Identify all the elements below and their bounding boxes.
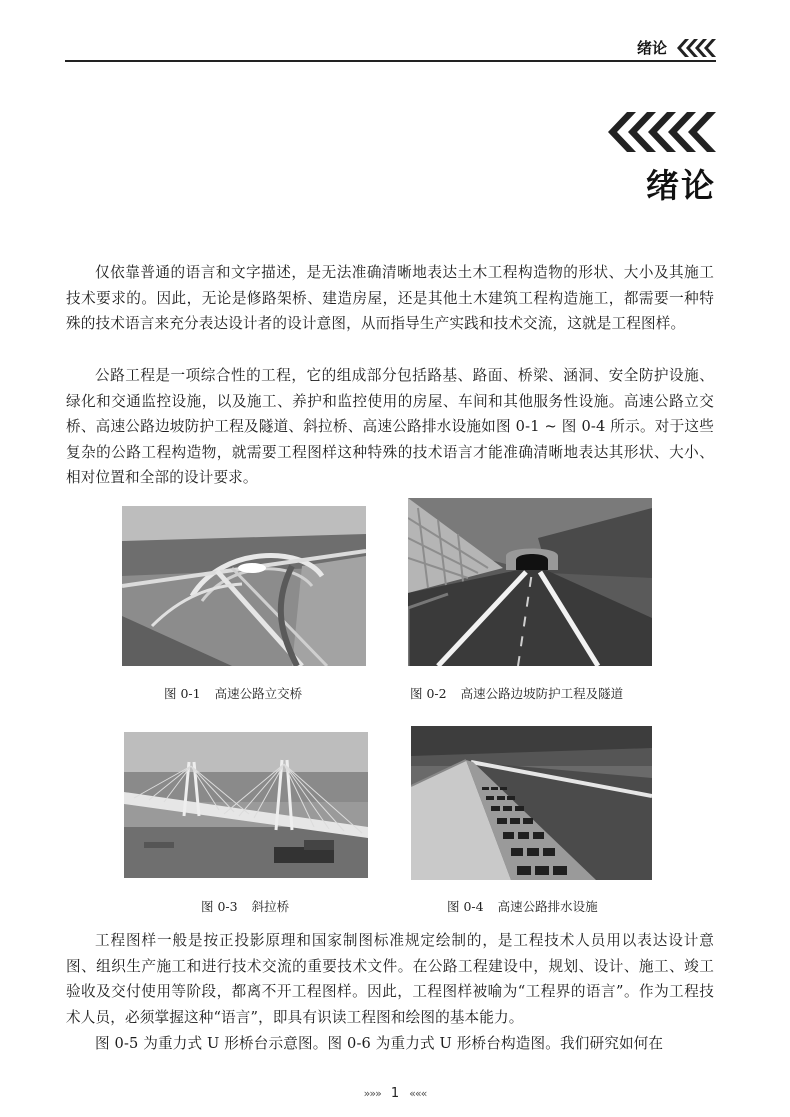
header-rule: [65, 60, 716, 62]
paragraph-abutment: 图 0-5 为重力式 U 形桥台示意图。图 0-6 为重力式 U 形桥台构造图。我们研究如何在: [95, 1035, 664, 1052]
paragraph-highway: 公路工程是一项综合性的工程，它的组成部分包括路基、路面、桥梁、涵洞、安全防护设施、绿化和交通监控设施，以及施工、养护和监控使用的房屋、车间和其他服务性设施。高速公路立交桥、高速公路边坡防护工程及隧道、斜拉桥、高速公路排水设施如图 0-1 ~ 图 0-4 所示。对于这些复杂的公路工程构造物，就需要工程图样这种特殊的技术语言才能准确清晰地表达其形状、大小、相对位置和全部的设计要求。: [66, 367, 714, 487]
paragraph-intro: 仅依靠普通的语言和文字描述，是无法准确清晰地表达土木工程构造物的形状、大小及其施工技术要求的。因此，无论是修路架桥、建造房屋，还是其他土木建筑工程构造施工，都需要一种特殊的技术语言来充分表达设计者的设计意图，从而指导生产实践和技术交流，这就是工程图样。: [66, 264, 714, 333]
figure-0-1-number: 图 0-1: [164, 686, 201, 701]
figure-0-3-title: 斜拉桥: [251, 899, 290, 914]
figure-0-1-caption: [164, 684, 302, 702]
figure-0-3-number: 图 0-3: [201, 899, 238, 914]
figure-0-3-caption: [201, 897, 289, 915]
footer-left-ornament: »»»: [363, 1087, 381, 1100]
footer-right-ornament: «««: [409, 1087, 427, 1100]
figure-0-4-title: 高速公路排水设施: [497, 899, 598, 914]
figure-tunnel-photo: [408, 498, 652, 666]
paragraph-drawings: 工程图样一般是按正投影原理和国家制图标准规定绘制的，是工程技术人员用以表达设计意图、组织生产施工和进行技术交流的重要技术文件。在公路工程建设中，规划、设计、施工、竣工验收及交付使用等阶段，都离不开工程图样。因此，工程图样被喻为“工程界的语言”。作为工程技术人员，必须掌握这种“语言”，即具有识读工程图和绘图的基本能力。: [66, 932, 714, 1026]
figure-drainage-photo: [411, 726, 652, 880]
figure-0-2-caption: [410, 684, 623, 702]
figure-0-2-number: 图 0-2: [410, 686, 447, 701]
chapter-chevrons-icon: [606, 110, 718, 154]
running-header: [603, 36, 723, 58]
figure-0-4-number: 图 0-4: [447, 899, 484, 914]
header-chevrons-icon: [675, 38, 719, 58]
running-header-title: 绪论: [637, 39, 668, 57]
figure-0-2-title: 高速公路边坡防护工程及隧道: [460, 686, 624, 701]
figure-interchange-photo: [122, 506, 366, 666]
page-number: 1: [390, 1086, 400, 1101]
figure-bridge-photo: [124, 732, 368, 878]
page-footer: [300, 1086, 490, 1101]
figure-0-1-title: 高速公路立交桥: [214, 686, 303, 701]
chapter-title: 绪论: [646, 166, 716, 205]
figure-0-4-caption: [447, 897, 598, 915]
